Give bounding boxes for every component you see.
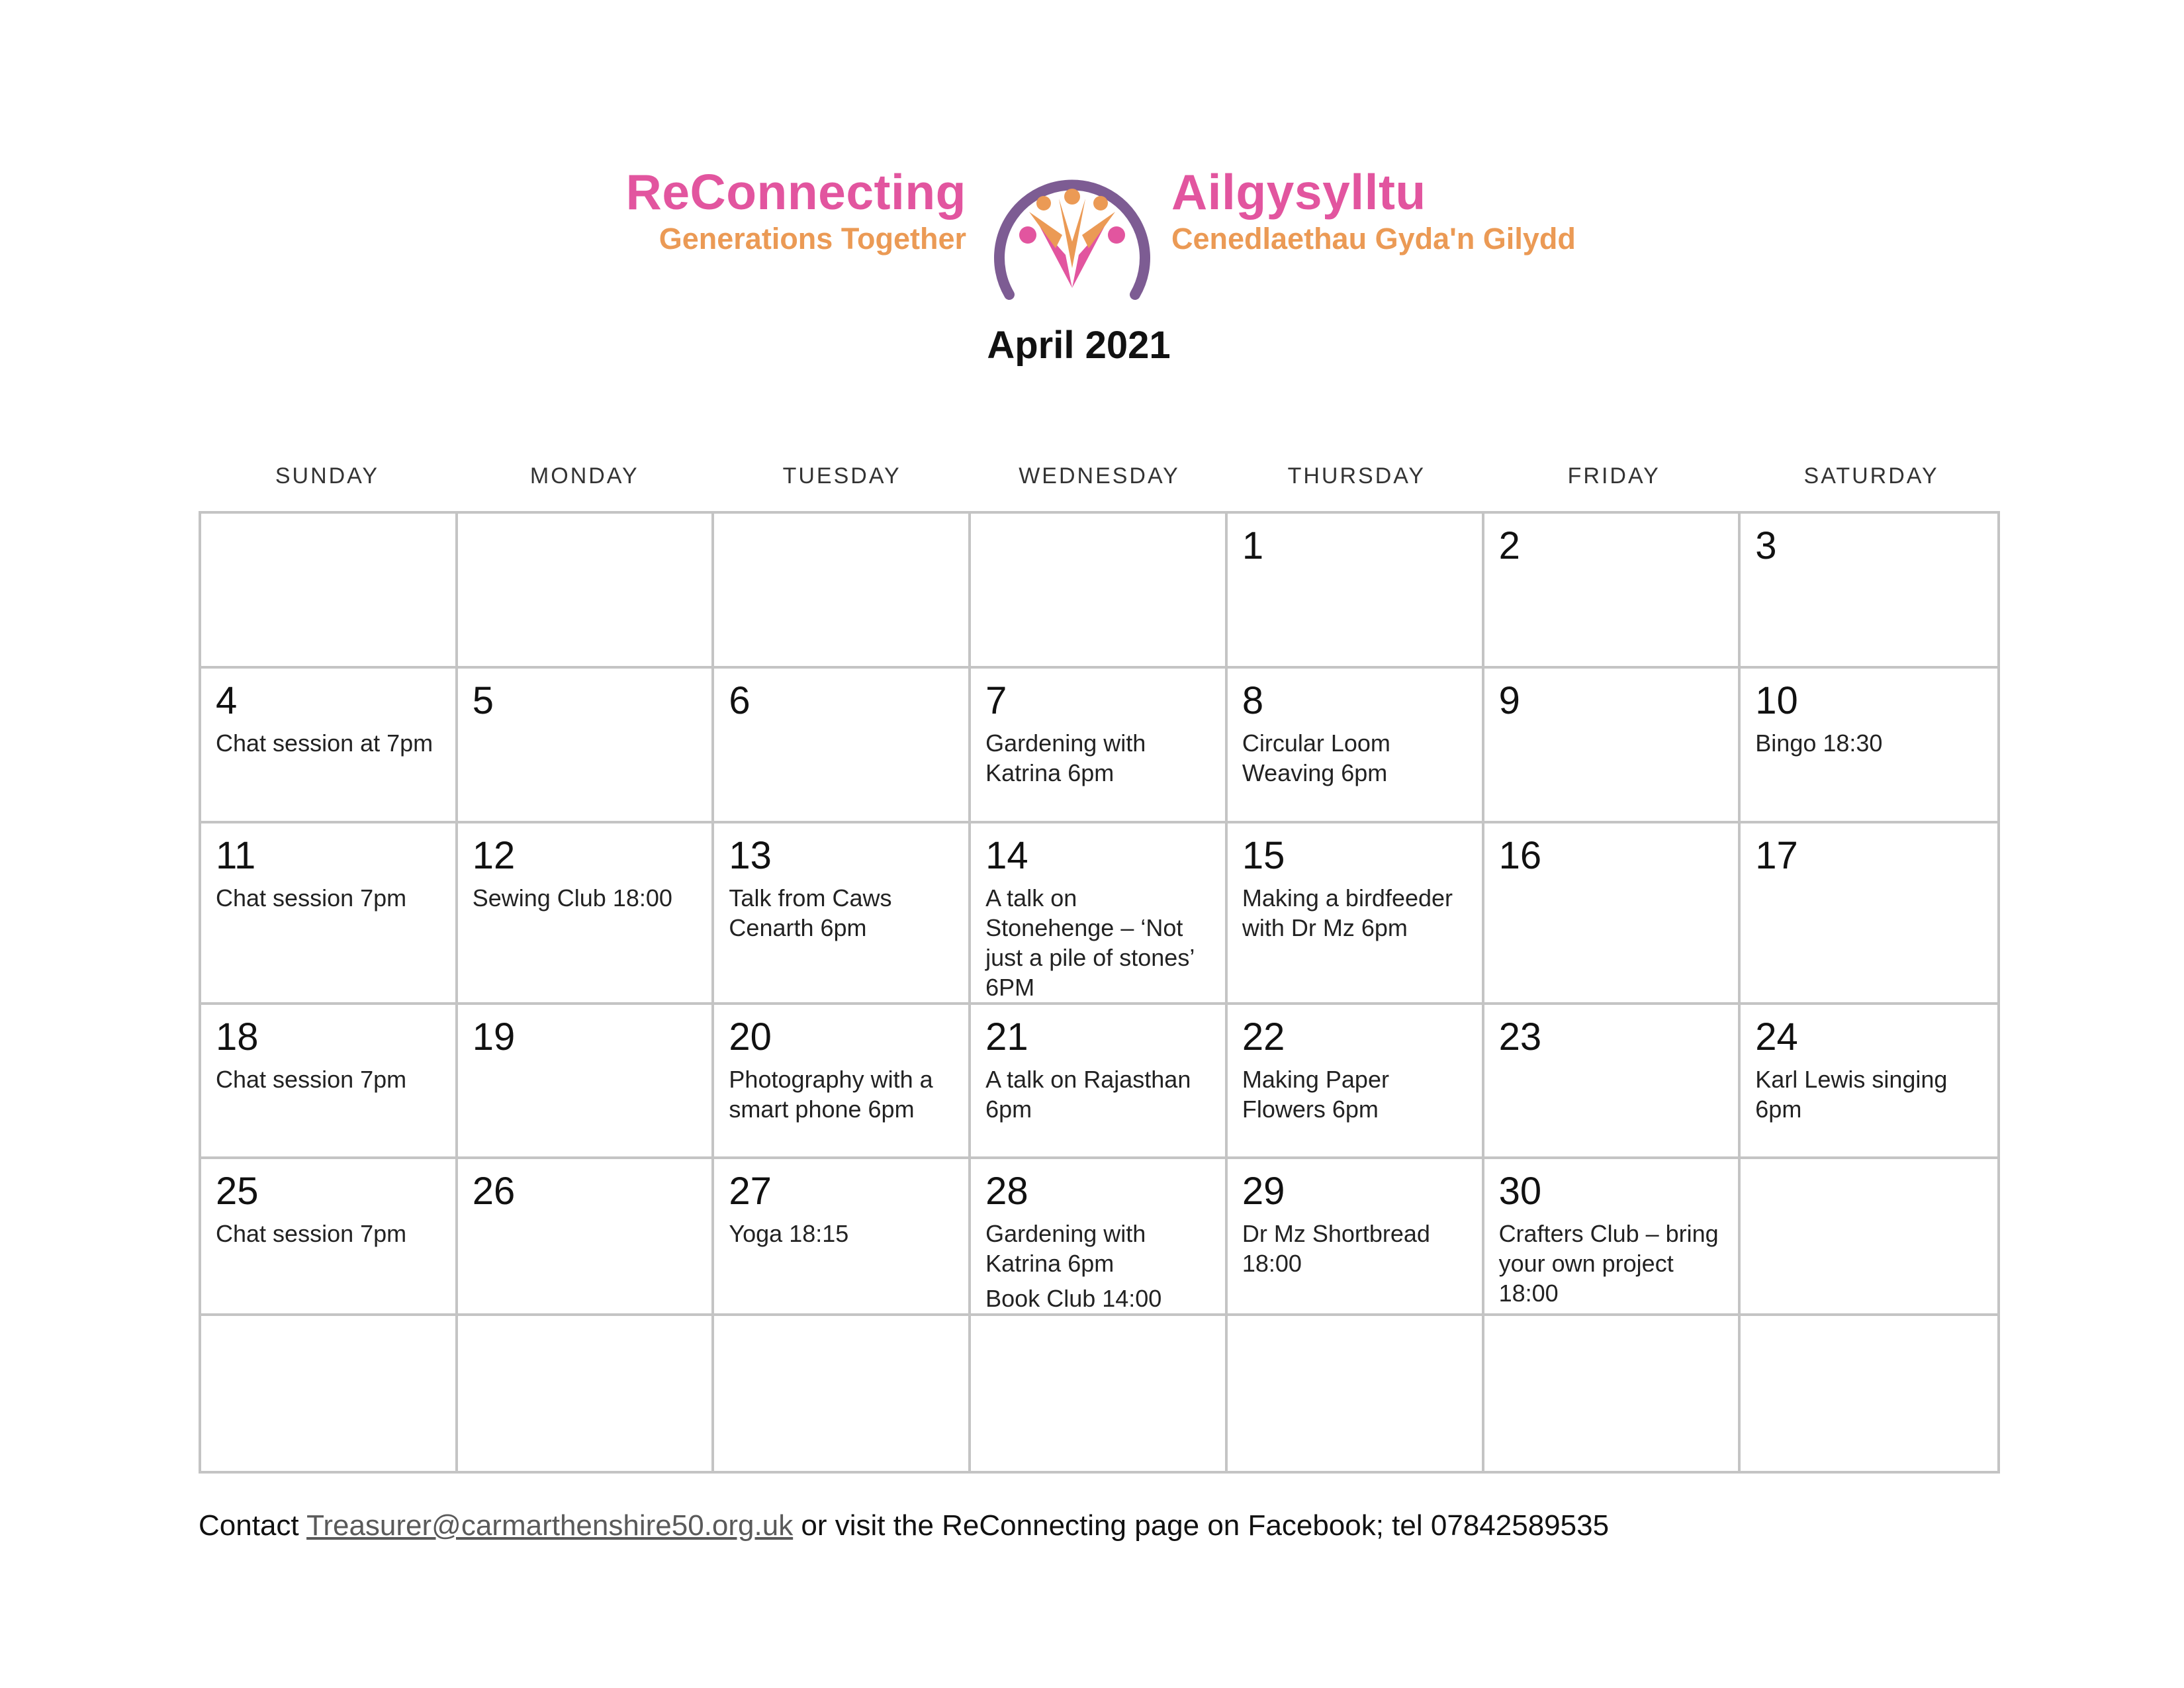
day-number [729, 523, 954, 569]
brand-name-welsh: Ailgysylltu [1171, 164, 1426, 220]
day-number: 10 [1755, 679, 1798, 722]
day-header-thursday: THURSDAY [1287, 463, 1426, 489]
brand-name-english: ReConnecting [625, 164, 966, 220]
day-number: 29 [1242, 1170, 1285, 1213]
footer-prefix: Contact [199, 1509, 307, 1542]
tagline-english: Generations Together [659, 222, 966, 256]
empty-cell [1228, 1316, 1484, 1471]
day-cell-19 [458, 1005, 715, 1160]
logo-welsh [1171, 162, 1635, 256]
day-number [985, 523, 1210, 569]
day-number [473, 523, 698, 569]
day-number: 26 [472, 1170, 516, 1213]
footer-contact [199, 1509, 2000, 1542]
day-number [1755, 1325, 1983, 1372]
day-header-row [199, 463, 2000, 496]
day-header-tuesday: TUESDAY [782, 463, 901, 489]
day-number: 30 [1498, 1170, 1542, 1213]
day-number: 7 [985, 679, 1007, 722]
day-cell-26 [458, 1159, 715, 1316]
event-text: Circular Loom Weaving 6pm [1242, 729, 1390, 786]
day-number: 24 [1755, 1015, 1798, 1058]
day-cell-17 [1741, 823, 1997, 1005]
day-cell-1 [1228, 514, 1484, 669]
day-cell-11 [201, 823, 458, 1005]
day-cell-20 [714, 1005, 971, 1160]
event-text: Chat session 7pm [216, 1220, 407, 1248]
day-number: 15 [1242, 833, 1285, 877]
event-text: Sewing Club 18:00 [472, 884, 672, 912]
empty-cell [1741, 1316, 1997, 1471]
event-text: Photography with a smart phone 6pm [729, 1065, 933, 1123]
day-cell-16 [1484, 823, 1741, 1005]
logo-english [622, 162, 966, 256]
day-cell-24 [1741, 1005, 1997, 1160]
day-header-saturday: SATURDAY [1803, 463, 1939, 489]
empty-cell [714, 514, 971, 669]
day-number [985, 1325, 1210, 1372]
empty-cell [458, 1316, 715, 1471]
day-number: 19 [472, 1015, 516, 1058]
day-header-wednesday: WEDNESDAY [1019, 463, 1180, 489]
day-cell-29 [1228, 1159, 1484, 1316]
day-cell-3 [1741, 514, 1997, 669]
day-cell-15 [1228, 823, 1484, 1005]
day-number: 3 [1755, 524, 1777, 567]
event-text: Chat session 7pm [216, 884, 407, 912]
day-number: 13 [729, 833, 772, 877]
event-text: Chat session at 7pm [216, 729, 433, 757]
day-number: 27 [729, 1170, 772, 1213]
day-number: 18 [216, 1015, 259, 1058]
day-header-friday: FRIDAY [1567, 463, 1661, 489]
footer-suffix: or visit the ReConnecting page on Facebook; tel 07842589535 [793, 1509, 1610, 1542]
event-text: Karl Lewis singing 6pm [1755, 1065, 1948, 1123]
calendar-grid [199, 511, 2000, 1474]
day-number: 9 [1498, 679, 1520, 722]
day-cell-7 [971, 669, 1228, 823]
day-cell-27 [714, 1159, 971, 1316]
day-cell-28 [971, 1159, 1228, 1316]
day-number: 8 [1242, 679, 1264, 722]
day-number [729, 1325, 954, 1372]
event-text: A talk on Rajasthan 6pm [985, 1065, 1191, 1123]
day-cell-23 [1484, 1005, 1741, 1160]
day-number: 12 [472, 833, 516, 877]
empty-cell [1484, 1316, 1741, 1471]
day-cell-18 [201, 1005, 458, 1160]
day-number: 11 [216, 833, 256, 877]
day-cell-2 [1484, 514, 1741, 669]
day-cell-14 [971, 823, 1228, 1005]
event-text: A talk on Stonehenge – ‘Not just a pile of stones’ 6PM [985, 884, 1194, 1001]
day-cell-10 [1741, 669, 1997, 823]
day-number: 1 [1242, 524, 1264, 567]
day-cell-5 [458, 669, 715, 823]
empty-cell [971, 514, 1228, 669]
day-number: 21 [985, 1015, 1028, 1058]
day-number [1755, 1168, 1983, 1215]
day-cell-9 [1484, 669, 1741, 823]
logo [622, 162, 1615, 305]
empty-cell [971, 1316, 1228, 1471]
day-number [216, 1325, 441, 1372]
day-number: 14 [985, 833, 1028, 877]
day-number [473, 1325, 698, 1372]
empty-cell [458, 514, 715, 669]
day-cell-13 [714, 823, 971, 1005]
day-number: 6 [729, 679, 751, 722]
empty-cell [1741, 1159, 1997, 1316]
day-number: 25 [216, 1170, 259, 1213]
event-text: Dr Mz Shortbread 18:00 [1242, 1220, 1430, 1278]
event-text: Talk from Caws Cenarth 6pm [729, 884, 892, 941]
contact-email-link[interactable]: Treasurer@carmarthenshire50.org.uk [306, 1509, 794, 1542]
day-cell-21 [971, 1005, 1228, 1160]
day-number [216, 523, 441, 569]
day-cell-12 [458, 823, 715, 1005]
day-number: 4 [216, 679, 238, 722]
day-header-sunday: SUNDAY [275, 463, 380, 489]
event-text: Yoga 18:15 [729, 1220, 849, 1248]
day-number: 22 [1242, 1015, 1285, 1058]
day-number: 2 [1498, 524, 1520, 567]
empty-cell [201, 514, 458, 669]
day-number: 17 [1755, 833, 1798, 877]
day-cell-6 [714, 669, 971, 823]
event-text: Gardening with Katrina 6pm [985, 1220, 1146, 1278]
day-header-monday: MONDAY [529, 463, 639, 489]
empty-cell [201, 1316, 458, 1471]
empty-cell [714, 1316, 971, 1471]
day-cell-25 [201, 1159, 458, 1316]
calendar-title: April 2021 [987, 324, 1171, 367]
event-text: Making Paper Flowers 6pm [1242, 1065, 1389, 1123]
event-text: Bingo 18:30 [1755, 729, 1883, 757]
event-text: Book Club 14:00 [985, 1285, 1162, 1313]
day-cell-22 [1228, 1005, 1484, 1160]
event-text: Crafters Club – bring your own project 18:00 [1498, 1220, 1719, 1307]
day-number [1499, 1325, 1724, 1372]
event-text: Gardening with Katrina 6pm [985, 729, 1146, 786]
day-cell-8 [1228, 669, 1484, 823]
day-number: 23 [1498, 1015, 1542, 1058]
event-text: Chat session 7pm [216, 1065, 407, 1093]
day-number: 20 [729, 1015, 772, 1058]
day-number: 5 [472, 679, 494, 722]
event-text: Making a birdfeeder with Dr Mz 6pm [1242, 884, 1453, 941]
tagline-welsh: Cenedlaethau Gyda'n Gilydd [1171, 222, 1576, 256]
day-number: 28 [985, 1170, 1028, 1213]
day-number [1242, 1325, 1467, 1372]
day-number: 16 [1498, 833, 1542, 877]
day-cell-30 [1484, 1159, 1741, 1316]
logo-emblem-icon [983, 162, 1161, 305]
day-cell-4 [201, 669, 458, 823]
